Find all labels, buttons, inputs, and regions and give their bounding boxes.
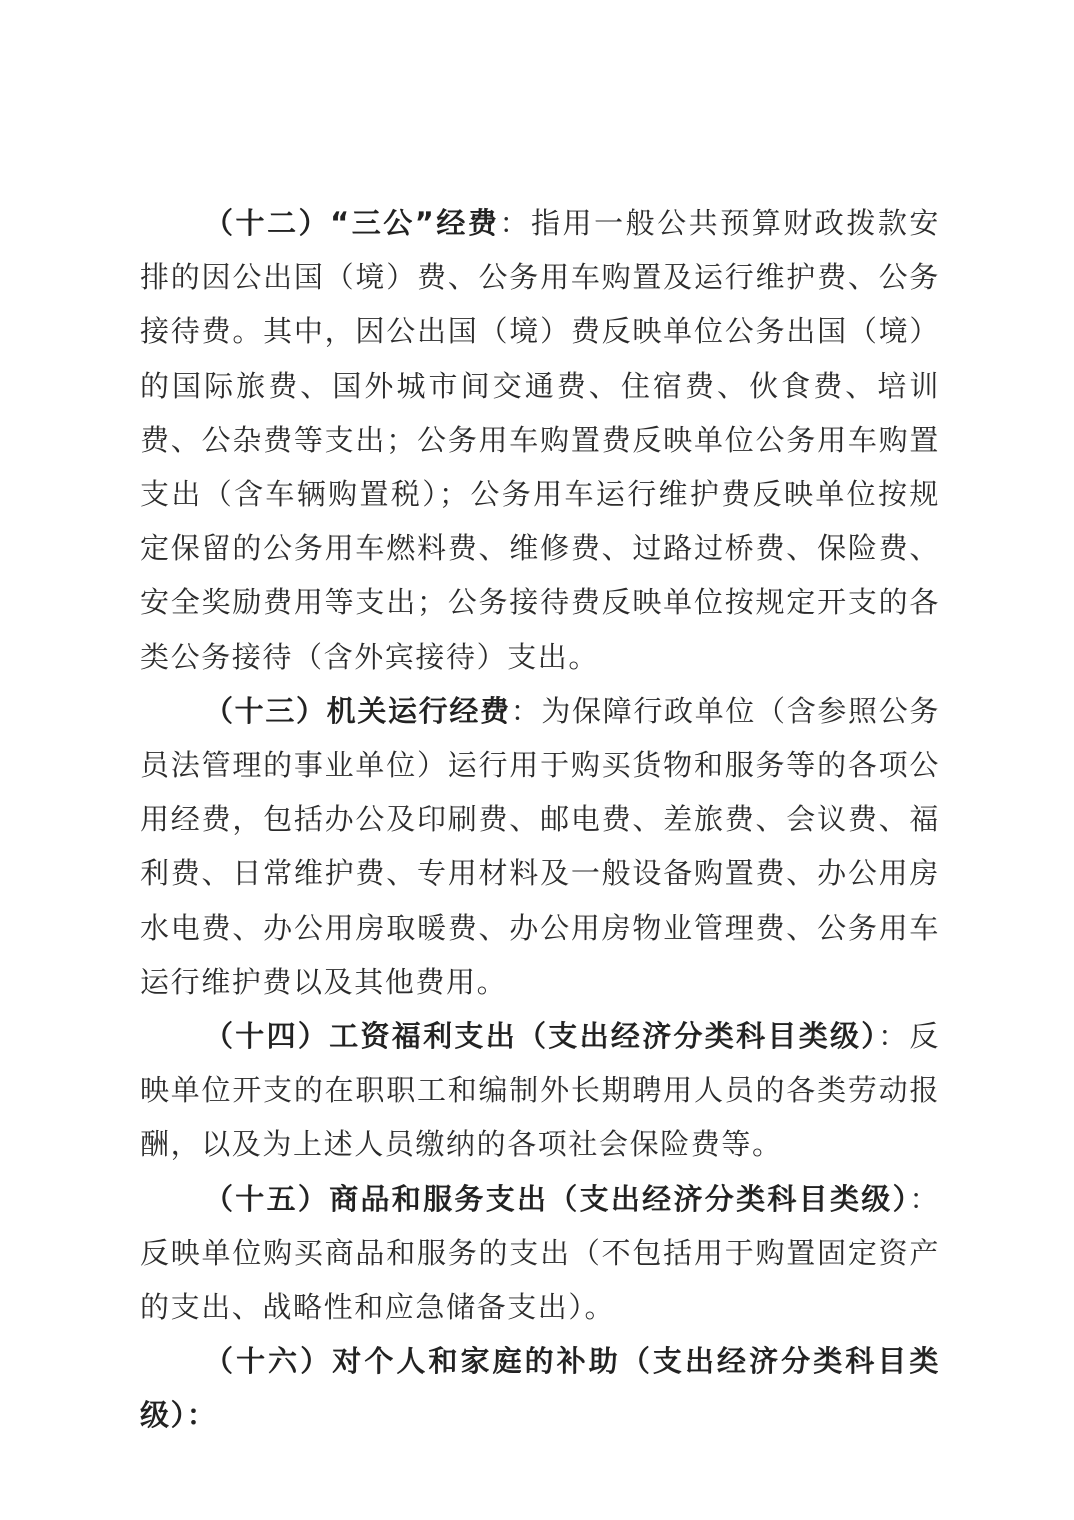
- paragraph-16-heading: （十六）对个人和家庭的补助（支出经济分类科目类级）: [140, 1344, 940, 1433]
- paragraph-12: [140, 196, 940, 684]
- paragraph-15-text: ：反映单位购买商品和服务的支出（不包括用于购置固定资产的支出、战略性和应急储备支出）。: [140, 1181, 940, 1325]
- paragraph-14-heading: （十四）工资福利支出（支出经济分类科目类级）: [204, 1019, 879, 1054]
- paragraph-14-text: ：反映单位开支的在职职工和编制外长期聘用人员的各类劳动报酬，以及为上述人员缴纳的各项社会保险费等。: [140, 1019, 941, 1162]
- paragraph-15: [140, 1172, 940, 1335]
- paragraph-16-text: ：: [186, 1398, 218, 1433]
- paragraph-13-text: ：为保障行政单位（含参照公务员法管理的事业单位）运行用于购买货物和服务等的各项公用经费，包括办公及印刷费、邮电费、差旅费、会议费、福利费、日常维护费、专用材料及一般设备购置费、办公用房水电费、办公用房取暖费、办公用房物业管理费、公务用车运行维护费以及其他费用。: [140, 693, 940, 999]
- paragraph-14: [140, 1009, 940, 1172]
- paragraph-13-heading: （十三）机关运行经费: [204, 693, 511, 728]
- paragraph-15-heading: （十五）商品和服务支出（支出经济分类科目类级）: [204, 1181, 910, 1216]
- paragraph-12-text: ：指用一般公共预算财政拨款安排的因公出国（境）费、公务用车购置及运行维护费、公务接待费。其中，因公出国（境）费反映单位公务出国（境）的国际旅费、国外城市间交通费、住宿费、伙食费、培训费、公杂费等支出；公务用车购置费反映单位公务用车购置支出（含车辆购置税）；公务用车运行维护费反映单位按规定保留的公务用车燃料费、维修费、过路过桥费、保险费、安全奖励费用等支出；公务接待费反映单位按规定开支的各类公务接待（含外宾接待）支出。: [140, 206, 941, 674]
- paragraph-12-heading: （十二）“三公”经费: [204, 206, 500, 240]
- document-body: [140, 196, 940, 1443]
- paragraph-16: [140, 1334, 940, 1442]
- paragraph-13: [140, 684, 940, 1009]
